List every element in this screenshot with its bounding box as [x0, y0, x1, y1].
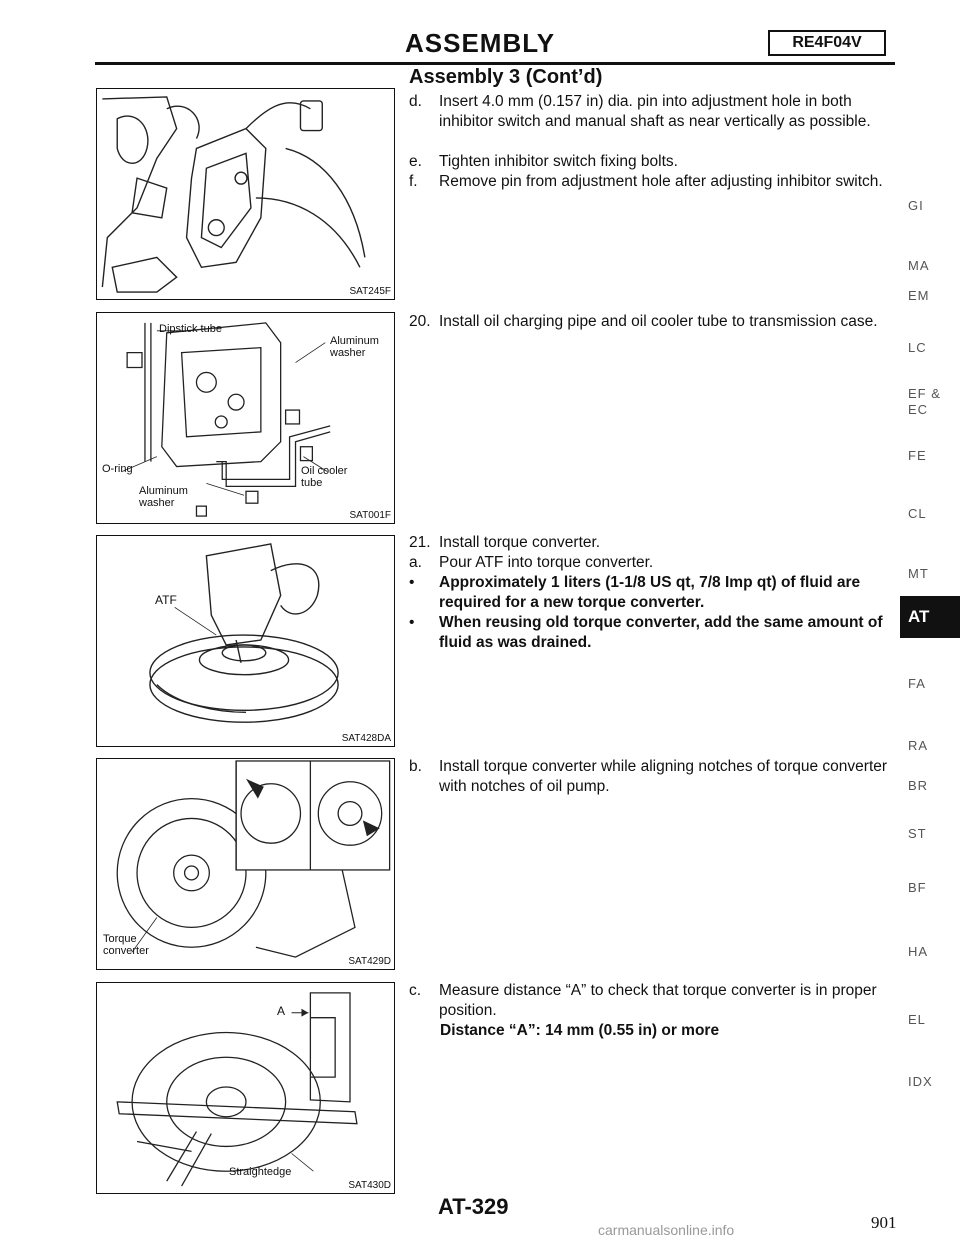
label-torque-converter: Torque converter [103, 933, 149, 957]
straightedge-illustration [97, 983, 394, 1193]
side-tab-bf[interactable]: BF [908, 880, 927, 895]
figure-code: SAT428DA [341, 733, 391, 744]
side-tab-ra[interactable]: RA [908, 738, 929, 753]
figure-measure-distance [96, 982, 395, 1194]
figure-code: SAT430D [348, 1180, 391, 1191]
pour-atf-illustration [97, 536, 394, 746]
side-tab-mt[interactable]: MT [908, 566, 929, 581]
figure-code: SAT001F [349, 510, 391, 521]
side-tab-lc[interactable]: LC [908, 340, 927, 355]
figure-inhibitor-switch [96, 88, 395, 300]
label-distance-a: A [277, 1004, 286, 1018]
figure-pour-atf [96, 535, 395, 747]
page-title: ASSEMBLY [405, 28, 556, 58]
side-tab-el[interactable]: EL [908, 1012, 926, 1027]
side-tab-st[interactable]: ST [908, 826, 927, 841]
label-dipstick-tube: Dipstick tube [159, 323, 222, 335]
side-tab-ma[interactable]: MA [908, 258, 930, 273]
inhibitor-switch-illustration [97, 89, 394, 299]
side-tab-fa[interactable]: FA [908, 676, 926, 691]
side-tab-at-active[interactable]: AT [900, 596, 960, 638]
side-tab-cl[interactable]: CL [908, 506, 927, 521]
label-aluminum-washer-top: Aluminum washer [330, 335, 379, 359]
label-oil-cooler-tube: Oil cooler tube [301, 465, 348, 489]
header-rule [95, 62, 895, 65]
figure-code: SAT245F [349, 286, 391, 297]
side-tab-ha[interactable]: HA [908, 944, 929, 959]
label-straightedge: Straightedge [229, 1166, 292, 1178]
model-badge: RE4F04V [768, 30, 886, 56]
label-o-ring: O-ring [102, 463, 133, 475]
figure-oil-cooler-tube [96, 312, 395, 524]
side-tab-ef-ec[interactable]: EF & EC [908, 386, 941, 417]
section-subtitle: Assembly 3 (Cont’d) [409, 66, 603, 88]
side-tab-em[interactable]: EM [908, 288, 930, 303]
figure-code: SAT429D [348, 956, 391, 967]
spec-distance-a: Distance “A”: 14 mm (0.55 in) or more [440, 1022, 720, 1039]
watermark: carmanualsonline.info [598, 1222, 735, 1238]
side-tab-br[interactable]: BR [908, 778, 929, 793]
side-tab-idx[interactable]: IDX [908, 1074, 933, 1089]
figure-install-torque-converter [96, 758, 395, 970]
label-atf: ATF [155, 593, 177, 607]
side-tab-fe[interactable]: FE [908, 448, 927, 463]
label-aluminum-washer-bottom: Aluminum washer [139, 485, 188, 509]
side-tab-gi[interactable]: GI [908, 198, 924, 213]
document-page-number: 901 [871, 1213, 897, 1232]
page-number: AT-329 [438, 1194, 509, 1219]
